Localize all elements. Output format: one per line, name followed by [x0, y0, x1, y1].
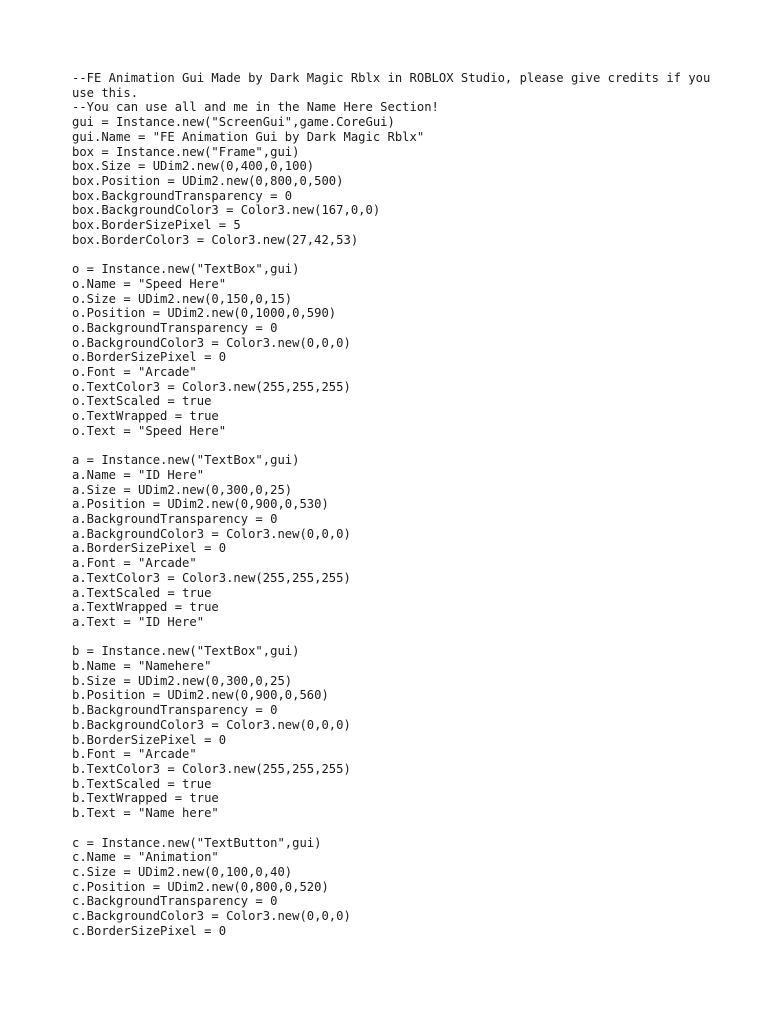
code-line: a.BackgroundColor3 = Color3.new(0,0,0) [72, 526, 351, 541]
code-line: b.TextScaled = true [72, 776, 212, 791]
code-line: b.TextWrapped = true [72, 791, 219, 806]
code-line: b.Font = "Arcade" [72, 747, 197, 762]
code-line: gui = Instance.new("ScreenGui",game.CoreGui) [72, 115, 395, 130]
code-line: box = Instance.new("Frame",gui) [72, 144, 300, 159]
code-line: o.TextScaled = true [72, 394, 212, 409]
code-line: a.Name = "ID Here" [72, 467, 205, 482]
code-line: c.Position = UDim2.new(0,800,0,520) [72, 879, 329, 894]
code-line: box.BackgroundTransparency = 0 [72, 188, 293, 203]
code-line: a.TextScaled = true [72, 585, 212, 600]
code-line: o.BorderSizePixel = 0 [72, 350, 227, 365]
code-line: c.Size = UDim2.new(0,100,0,40) [72, 864, 293, 879]
blank-line [72, 247, 712, 262]
code-line: a.TextWrapped = true [72, 600, 219, 615]
code-line: b = Instance.new("TextBox",gui) [72, 644, 300, 659]
code-line: box.BorderSizePixel = 5 [72, 218, 241, 233]
code-line: a.TextColor3 = Color3.new(255,255,255) [72, 570, 351, 585]
code-line: --FE Animation Gui Made by Dark Magic Rblx in ROBLOX Studio, please give credits if you use this. [72, 71, 718, 100]
code-line: o.Size = UDim2.new(0,150,0,15) [72, 291, 293, 306]
code-line: a.Text = "ID Here" [72, 614, 205, 629]
code-line: a.Size = UDim2.new(0,300,0,25) [72, 482, 293, 497]
code-line: box.BackgroundColor3 = Color3.new(167,0,0) [72, 203, 381, 218]
code-line: c.BorderSizePixel = 0 [72, 923, 227, 938]
code-line: o.BackgroundTransparency = 0 [72, 320, 278, 335]
blank-line [72, 630, 712, 645]
blank-line [72, 821, 712, 836]
code-line: o.TextColor3 = Color3.new(255,255,255) [72, 379, 351, 394]
code-line: b.Position = UDim2.new(0,900,0,560) [72, 688, 329, 703]
code-line: b.Text = "Name here" [72, 806, 219, 821]
code-line: a.BorderSizePixel = 0 [72, 541, 227, 556]
code-line: gui.Name = "FE Animation Gui by Dark Magic Rblx" [72, 129, 425, 144]
code-line: a.Position = UDim2.new(0,900,0,530) [72, 497, 329, 512]
code-line: b.BackgroundColor3 = Color3.new(0,0,0) [72, 717, 351, 732]
code-line: box.Size = UDim2.new(0,400,0,100) [72, 159, 315, 174]
code-line: o.BackgroundColor3 = Color3.new(0,0,0) [72, 335, 351, 350]
code-line: box.BorderColor3 = Color3.new(27,42,53) [72, 232, 359, 247]
code-line: c.Name = "Animation" [72, 850, 219, 865]
code-line: box.Position = UDim2.new(0,800,0,500) [72, 173, 344, 188]
blank-line [72, 439, 712, 454]
code-line: c.BackgroundColor3 = Color3.new(0,0,0) [72, 909, 351, 924]
code-listing [72, 71, 718, 938]
code-line: o.Font = "Arcade" [72, 365, 197, 380]
code-line: b.BackgroundTransparency = 0 [72, 703, 278, 718]
code-line: c.BackgroundTransparency = 0 [72, 894, 278, 909]
code-line: --You can use all and me in the Name Here Section! [72, 100, 439, 115]
code-line: o.Position = UDim2.new(0,1000,0,590) [72, 306, 337, 321]
code-line: b.BorderSizePixel = 0 [72, 732, 227, 747]
code-line: o.Name = "Speed Here" [72, 276, 227, 291]
code-line: c = Instance.new("TextButton",gui) [72, 835, 322, 850]
code-line: o = Instance.new("TextBox",gui) [72, 262, 300, 277]
code-line: a.Font = "Arcade" [72, 556, 197, 571]
code-line: b.TextColor3 = Color3.new(255,255,255) [72, 762, 351, 776]
code-line: a.BackgroundTransparency = 0 [72, 512, 278, 527]
code-line: o.Text = "Speed Here" [72, 423, 227, 438]
code-line: o.TextWrapped = true [72, 409, 219, 424]
code-line: a = Instance.new("TextBox",gui) [72, 453, 300, 468]
code-line: b.Name = "Namehere" [72, 659, 212, 674]
code-line: b.Size = UDim2.new(0,300,0,25) [72, 673, 293, 688]
